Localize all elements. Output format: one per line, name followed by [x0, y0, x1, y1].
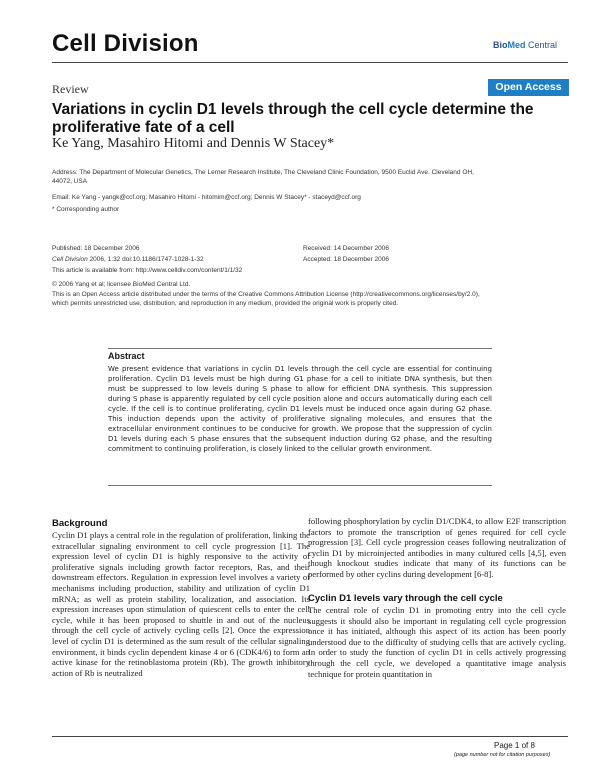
article-title: Variations in cyclin D1 levels through the cell cycle determine the proliferative fate of a cell: [52, 101, 534, 136]
copyright-line: © 2006 Yang et al; licensee BioMed Central Ltd.: [52, 281, 191, 288]
license-line-1[interactable]: This is an Open Access article distributed under the terms of the Creative Commons Attribution License (http://creativecommons.org/licenses/by/2.0),: [52, 291, 480, 298]
footer-rule: [52, 736, 568, 737]
background-text: Cyclin D1 plays a central role in the regulation of proliferation, linking the extracellular signaling environment to cell cycle progression [1]. The expression level of cyclin D1 is highly responsive to the activity of proliferative signals including growth factor receptors, Ras, and their downstream effectors. Regulation in expression level involves a variety of mechanisms including production, stability and utilization of cyclin D1 mRNA; as well as protein stability, localization, and association. Its expression increases upon stimulation of quiescent cells to enter the cell cycle, while it has been proposed to shuttle in and out of the nucleus through the cell cycle of actively cycling cells [2]. Once the expression level of cyclin D1 is determined as the sum result of the cellular signaling environment, it binds cyclin dependent kinase 4 or 6 (CDK4/6) to form an active kinase for the retinoblastoma protein (Rb). The growth inhibitory action of Rb is neutralized: [52, 530, 310, 678]
logo-bio: Bio: [493, 40, 508, 50]
published-date: Published: 18 December 2006: [52, 245, 140, 252]
page-note: (page number not for citation purposes): [454, 752, 551, 758]
section-cyclin-heading: Cyclin D1 levels vary through the cell cycle: [308, 593, 503, 604]
logo-central: Central: [525, 40, 558, 50]
license-line-2: which permits unrestricted use, distribution, and reproduction in any medium, provided the original work is properly cited.: [52, 300, 399, 307]
abstract-body: We present evidence that variations in cyclin D1 levels through the cell cycle are essential for continuing proliferation. Cyclin D1 levels must be high during G1 phase for a cell to initiate DNA synthesis, but then must be suppressed to low levels during S phase to allow for efficient DNA synthesis. This suppression during S phase is apparently regulated by cell cycle position alone and occurs automatically during each cell cycle. If the cell is to continue proliferating, cyclin D1 levels must be induced once again during G2 phase. This induction depends upon the activity of proliferative signaling molecules, and ensures that the extracellular environment continues to be conducive for growth. We propose that the suppression of cyclin D1 levels during each S phase ensures that the subsequent induction during G2 phase, and the resulting commitment to continuing proliferation, is closely linked to the cellular growth environment.: [108, 365, 492, 453]
page-number: Page 1 of 8: [494, 741, 535, 750]
journal-title: Cell Division: [52, 30, 199, 57]
address-line-1: Address: The Department of Molecular Genetics, The Lerner Research Institute, The Cleveland Clinic Foundation, 9500 Euclid Ave. Cleveland OH,: [52, 169, 474, 176]
address-line-2: 44072, USA: [52, 178, 88, 185]
accepted-date: Accepted: 18 December 2006: [303, 256, 389, 263]
received-date: Received: 14 December 2006: [303, 245, 389, 252]
section-cyclin-text: The central role of cyclin D1 in promoting entry into the cell cycle suggests it should also be important in regulating cell cycle progression once it has initiated, although this aspect of its action has been poorly understood due to the difficulty of studying cells that are actively cycling. In order to study the function of cyclin D1 in cells actively progressing through the cell cycle, we developed a quantitative image analysis technique for protein quantitation in: [308, 605, 566, 679]
corresponding-note: * Corresponding author: [52, 206, 120, 213]
article-type: Review: [52, 82, 89, 96]
email-line[interactable]: Email: Ke Yang - yangk@ccf.org; Masahiro Hitomi - hitomim@ccf.org; Dennis W Stacey* - staceyd@ccf.org: [52, 194, 361, 201]
article-authors: Ke Yang, Masahiro Hitomi and Dennis W Stacey*: [52, 136, 335, 151]
header-rule: [52, 62, 568, 63]
background-heading: Background: [52, 518, 108, 529]
publisher-logo: [493, 40, 557, 50]
article-url[interactable]: This article is available from: http://www.celldiv.com/content/1/1/32: [52, 267, 243, 274]
citation-journal: Cell Division: [52, 256, 88, 263]
citation-details: 2006, 1:32 doi:10.1186/1747-1028-1-32: [87, 256, 204, 263]
right-column-paragraph: following phosphorylation by cyclin D1/CDK4, to allow E2F transcription factors to promote the transcription of genes required for cell cycle progression [3]. Cell cycle progression ceases following neutralization of cyclin D1 by microinjected antibodies in many cultured cells [4,5], even though knockout studies indicate that many of its functions can be performed by other cyclins during development [6-8].: [308, 516, 566, 579]
abstract-heading: Abstract: [108, 351, 145, 361]
open-access-badge[interactable]: Open Access: [488, 79, 569, 96]
citation-line: [52, 256, 204, 265]
logo-med: Med: [507, 40, 526, 50]
